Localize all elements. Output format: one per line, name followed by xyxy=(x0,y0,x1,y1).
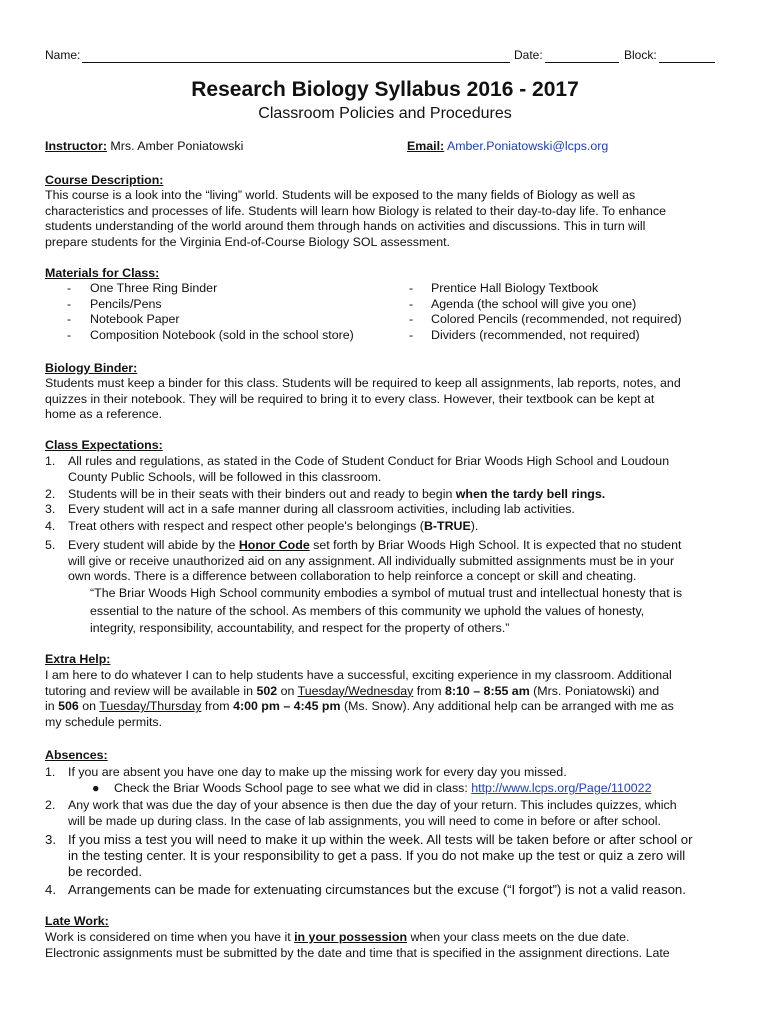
date-field[interactable] xyxy=(545,62,619,63)
instructor-line xyxy=(45,139,243,155)
help-time: 4:00 pm – 4:45 pm xyxy=(233,699,341,714)
room-number: 506 xyxy=(58,699,79,714)
text-span: tutoring and review will be available in xyxy=(45,683,257,698)
email-link[interactable]: Amber.Poniatowski@lcps.org xyxy=(446,139,609,153)
item-number: 1. xyxy=(45,765,56,779)
text-span: (Mrs. Poniatowski) and xyxy=(529,683,660,698)
block-label: Block: xyxy=(624,48,657,62)
list-item xyxy=(409,297,682,313)
material-item: Pencils/Pens xyxy=(90,296,162,311)
item-text: Arrangements can be made for extenuating circumstances but the excuse (“I forgot”) is not a valid reason. xyxy=(68,882,686,897)
name-field[interactable] xyxy=(82,62,510,63)
item-number: 4. xyxy=(45,519,56,533)
item-number: 2. xyxy=(45,487,56,501)
text-span: from xyxy=(201,699,234,714)
material-item: Notebook Paper xyxy=(90,312,180,327)
item-text: Treat others with respect and respect other people's belongings ( xyxy=(68,519,424,533)
paragraph-line: I am here to do whatever I can to help students have a successful, exciting experience in my classroom. Additional xyxy=(45,668,672,682)
course-description-heading: Course Description: xyxy=(45,173,164,187)
paragraph-line: students understanding of the world around them through hands on activities and discussions. This in turn will xyxy=(45,219,646,234)
item-text: If you are absent you have one day to make up the missing work for every day you missed. xyxy=(68,765,567,779)
item-text: in the testing center. It is your responsibility to get a pass. If you do not make up the test or quiz a zero will xyxy=(68,848,686,864)
item-emphasis: when the tardy bell rings. xyxy=(455,487,606,501)
text-span: in xyxy=(45,699,59,714)
materials-right-list xyxy=(409,281,682,344)
help-days: Tuesday/Thursday xyxy=(99,699,202,714)
absence-subitem xyxy=(92,781,651,797)
dash-bullet: - xyxy=(67,296,72,311)
dash-bullet: - xyxy=(67,328,72,343)
class-page-link[interactable]: http://www.lcps.org/Page/110022 xyxy=(471,781,652,795)
course-description-text xyxy=(45,188,735,251)
list-item xyxy=(67,297,354,313)
quote-line: “The Briar Woods High School community embodies a symbol of mutual trust and intellectual honesty that is xyxy=(90,586,683,600)
absence-item-4 xyxy=(45,882,686,898)
item-number: 4. xyxy=(45,882,56,897)
list-item xyxy=(409,312,682,328)
email-label: Email: xyxy=(407,139,445,153)
materials-heading: Materials for Class: xyxy=(45,266,160,280)
paragraph-line: characteristics and processes of life. Students will learn how Biology is related to their day-to-day life. To enhance xyxy=(45,203,667,218)
expectation-item-3 xyxy=(45,502,575,518)
item-text: Check the Briar Woods School page to see what we did in class: xyxy=(114,781,472,795)
dash-bullet: - xyxy=(409,312,414,327)
text-span: Work is considered on time when you have it xyxy=(45,930,295,944)
possession-term: in your possession xyxy=(294,930,408,944)
paragraph-line: Electronic assignments must be submitted by the date and time that is specified in the assignment directions. Late xyxy=(45,945,670,960)
page-subtitle: Classroom Policies and Procedures xyxy=(258,105,512,122)
item-text: be recorded. xyxy=(68,864,143,880)
list-item xyxy=(67,281,354,297)
help-time: 8:10 – 8:55 am xyxy=(444,683,530,698)
item-text: Every student will act in a safe manner during all classroom activities, including lab activities. xyxy=(68,502,575,516)
text-span: on xyxy=(277,683,298,698)
item-emphasis: B-TRUE xyxy=(423,519,471,533)
paragraph-line: prepare students for the Virginia End-of-Course Biology SOL assessment. xyxy=(45,235,450,250)
page-title: Research Biology Syllabus 2016 - 2017 xyxy=(191,78,579,101)
absences-heading: Absences: xyxy=(45,748,108,762)
expectations-heading: Class Expectations: xyxy=(45,438,163,452)
item-number: 1. xyxy=(45,454,56,468)
item-text: Any work that was due the day of your absence is then due the day of your return. This includes quizzes, which xyxy=(68,798,677,812)
dash-bullet: - xyxy=(409,296,414,311)
text-span: when your class meets on the due date. xyxy=(407,930,630,944)
material-item: Dividers (recommended, not required) xyxy=(431,328,640,343)
extra-help-heading: Extra Help: xyxy=(45,652,111,666)
instructor-name: Mrs. Amber Poniatowski xyxy=(110,139,244,153)
text-span: from xyxy=(413,683,445,698)
item-number: 3. xyxy=(45,832,56,847)
item-text: Every student will abide by the xyxy=(68,538,239,552)
item-text: County Public Schools, will be followed in this classroom. xyxy=(68,469,382,484)
material-item: One Three Ring Binder xyxy=(90,281,218,295)
expectation-item-1 xyxy=(45,454,669,485)
late-work-text xyxy=(45,930,735,961)
help-days: Tuesday/Wednesday xyxy=(297,683,414,698)
honor-code-term: Honor Code xyxy=(238,538,310,552)
expectation-item-2 xyxy=(45,487,605,503)
item-number: 3. xyxy=(45,502,56,516)
quote-line: integrity, responsibility, accountability, and respect for the property of others.” xyxy=(90,621,510,635)
instructor-label: Instructor: xyxy=(45,139,107,153)
paragraph-line: Students must keep a binder for this class. Students will be required to keep all assignments, lab reports, notes, and xyxy=(45,376,681,390)
bullet-icon: ● xyxy=(92,781,100,795)
block-field[interactable] xyxy=(659,62,715,63)
list-item xyxy=(409,328,682,344)
dash-bullet: - xyxy=(67,312,72,327)
material-item: Agenda (the school will give you one) xyxy=(431,296,637,311)
dash-bullet: - xyxy=(67,281,72,295)
email-line xyxy=(407,139,608,155)
paragraph-line: my schedule permits. xyxy=(45,715,163,730)
material-item: Colored Pencils (recommended, not required) xyxy=(431,312,682,327)
text-span: on xyxy=(78,699,100,714)
text-span: (Ms. Snow). Any additional help can be arranged with me as xyxy=(340,699,674,714)
extra-help-text xyxy=(45,668,735,731)
paragraph-line xyxy=(45,684,735,700)
expectation-item-5 xyxy=(45,538,681,585)
binder-heading: Biology Binder: xyxy=(45,361,138,375)
binder-text xyxy=(45,376,735,423)
list-item xyxy=(67,328,354,344)
material-item: Prentice Hall Biology Textbook xyxy=(431,281,599,295)
expectation-item-4 xyxy=(45,519,478,535)
dash-bullet: - xyxy=(409,328,414,343)
honor-code-quote xyxy=(90,585,682,638)
list-item xyxy=(409,281,682,297)
paragraph-line xyxy=(45,699,735,715)
paragraph-line: quizzes in their notebook. They will be required to bring it to every class. However, their textbook can be kept at xyxy=(45,391,655,406)
paragraph-line xyxy=(45,930,735,946)
absence-item-2 xyxy=(45,798,677,829)
item-text: own words. There is a difference between collaboration to help reinforce a concept or skill and cheating. xyxy=(68,569,637,584)
absence-item-1 xyxy=(45,765,567,781)
paragraph-line: This course is a look into the “living” world. Students will be exposed to the many fields of Biology as well as xyxy=(45,188,636,202)
late-work-heading: Late Work: xyxy=(45,914,109,928)
item-text: If you miss a test you will need to make it up within the week. All tests will be taken before or after school or xyxy=(68,832,693,847)
date-label: Date: xyxy=(514,48,543,62)
item-number: 5. xyxy=(45,538,56,552)
dash-bullet: - xyxy=(409,281,414,295)
item-text: All rules and regulations, as stated in the Code of Student Conduct for Briar Woods High School and Loudoun xyxy=(68,454,670,468)
room-number: 502 xyxy=(256,683,278,698)
quote-line: essential to the nature of the school. As members of this community we uphold the values of honesty, xyxy=(90,603,645,618)
item-text: will be made up during class. In the case of lab assignments, you will need to come in before or after school. xyxy=(68,813,662,828)
materials-left-list xyxy=(67,281,354,344)
absence-item-3 xyxy=(45,832,693,881)
item-text: ). xyxy=(470,519,479,533)
item-number: 2. xyxy=(45,798,56,812)
list-item xyxy=(67,312,354,328)
item-text: Students will be in their seats with their binders out and ready to begin xyxy=(68,487,456,501)
item-text: set forth by Briar Woods High School. It is expected that no student xyxy=(309,538,682,552)
name-label: Name: xyxy=(45,48,81,62)
paragraph-line: home as a reference. xyxy=(45,407,163,422)
material-item: Composition Notebook (sold in the school store) xyxy=(90,328,354,343)
item-text: will give or receive unauthorized aid on any assignment. All individually submitted assignments must be in your xyxy=(68,553,675,568)
